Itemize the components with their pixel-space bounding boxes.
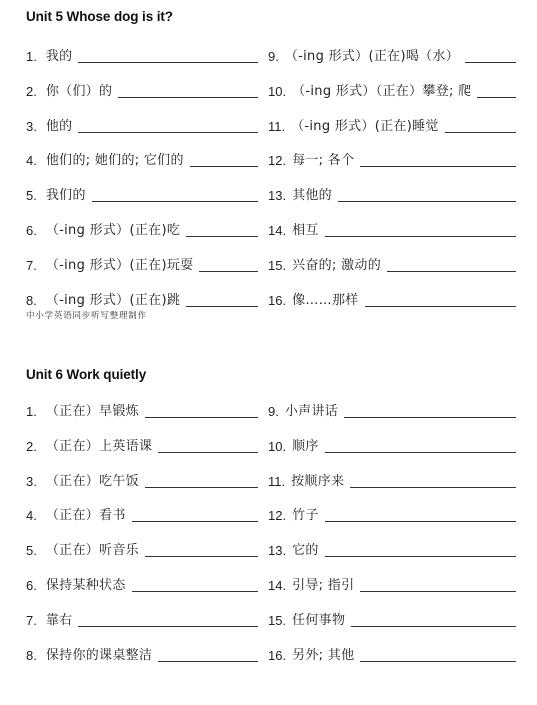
item-number: 13.	[268, 188, 287, 204]
answer-blank	[145, 555, 258, 557]
item-number: 5.	[26, 543, 37, 559]
answer-blank	[338, 200, 516, 202]
item-prompt: 另外; 其他	[292, 647, 355, 663]
item-number: 15.	[268, 257, 287, 273]
item-number: 10.	[268, 83, 287, 99]
item-prompt: （-ing 形式）(正在)玩耍	[45, 257, 194, 273]
item-number: 8.	[26, 647, 37, 663]
item-number: 3.	[26, 118, 37, 134]
answer-blank	[190, 165, 258, 167]
item-prompt: 他的	[45, 118, 73, 134]
item-prompt: （-ing 形式）(正在)跳	[45, 292, 181, 308]
unit6-item-left-5	[26, 539, 258, 559]
item-prompt: 相互	[292, 223, 319, 238]
answer-blank	[325, 555, 516, 557]
answer-blank	[145, 486, 258, 488]
unit5-item-right-8	[268, 289, 516, 309]
item-prompt: 任何事物	[292, 612, 346, 628]
answer-blank	[118, 96, 258, 98]
item-number: 7.	[26, 612, 37, 628]
unit6-item-right-7	[268, 609, 516, 629]
answer-blank	[387, 270, 516, 272]
unit5-item-right-1	[268, 45, 516, 65]
item-number: 4.	[26, 153, 37, 169]
item-prompt: 引导; 指引	[292, 578, 355, 593]
unit5-item-right-3	[268, 115, 516, 135]
item-number: 14.	[268, 223, 287, 238]
item-prompt: （正在）听音乐	[45, 543, 139, 559]
answer-blank	[186, 305, 258, 307]
answer-blank	[199, 270, 258, 272]
unit5-title: Unit 5 Whose dog is it?	[26, 9, 173, 24]
item-prompt: 他们的; 她们的; 它们的	[45, 153, 184, 169]
answer-blank	[92, 200, 258, 202]
item-number: 7.	[26, 257, 37, 273]
answer-blank	[360, 165, 516, 167]
answer-blank	[365, 305, 516, 307]
item-prompt: 每一; 各个	[292, 153, 355, 169]
item-number: 11.	[268, 118, 286, 134]
item-number: 4.	[26, 508, 37, 524]
unit5-item-left-8	[26, 289, 258, 309]
item-number: 16.	[268, 647, 287, 663]
item-number: 10.	[268, 438, 287, 454]
unit5-item-left-5	[26, 184, 258, 204]
answer-blank	[465, 61, 516, 63]
item-prompt: 你（们）的	[45, 83, 113, 99]
unit5-item-left-4	[26, 149, 258, 169]
item-number: 1.	[26, 404, 37, 419]
item-prompt: 像……那样	[292, 292, 359, 308]
answer-blank	[78, 625, 258, 627]
item-prompt: 按顺序来	[291, 473, 345, 489]
item-number: 6.	[26, 578, 37, 593]
answer-blank	[78, 131, 258, 133]
item-number: 5.	[26, 188, 37, 204]
unit5-item-right-5	[268, 184, 516, 204]
unit6-item-right-5	[268, 539, 516, 559]
answer-blank	[132, 590, 258, 592]
unit6-item-left-7	[26, 609, 258, 629]
unit6-title: Unit 6 Work quietly	[26, 367, 147, 382]
answer-blank	[360, 590, 516, 592]
item-prompt: （正在）上英语课	[45, 438, 153, 454]
watermark-text: 中小学英语同步听写整理制作	[26, 311, 147, 321]
answer-blank	[445, 131, 516, 133]
item-prompt: （-ing 形式）(正在)睡觉	[291, 118, 439, 134]
answer-blank	[477, 96, 516, 98]
answer-blank	[344, 416, 516, 418]
unit5-item-left-6	[26, 219, 258, 239]
item-number: 1.	[26, 49, 37, 64]
answer-blank	[350, 486, 516, 488]
item-prompt: 我的	[45, 49, 73, 64]
item-number: 11.	[268, 473, 286, 489]
item-number: 12.	[268, 153, 287, 169]
unit6-item-right-6	[268, 574, 516, 594]
item-number: 13.	[268, 543, 287, 559]
unit6-item-right-2	[268, 435, 516, 455]
unit5-item-left-7	[26, 254, 258, 274]
item-prompt: （正在）吃午饭	[45, 473, 139, 489]
answer-blank	[351, 625, 516, 627]
answer-blank	[158, 660, 258, 662]
item-number: 2.	[26, 83, 37, 99]
unit6-item-right-3	[268, 470, 516, 490]
unit6-item-left-6	[26, 574, 258, 594]
item-prompt: 保持你的课桌整洁	[45, 647, 153, 663]
item-prompt: 它的	[292, 543, 319, 559]
answer-blank	[186, 235, 258, 237]
unit5-item-left-1	[26, 45, 258, 65]
answer-blank	[325, 235, 516, 237]
unit5-item-right-7	[268, 254, 516, 274]
unit5-item-left-2	[26, 80, 258, 100]
answer-blank	[325, 520, 516, 522]
unit6-item-right-1	[268, 400, 516, 420]
item-number: 14.	[268, 578, 287, 593]
answer-blank	[132, 520, 258, 522]
item-prompt: 其他的	[292, 188, 332, 204]
item-number: 15.	[268, 612, 287, 628]
item-prompt: （-ing 形式）(正在)吃	[45, 223, 181, 238]
unit6-item-left-1	[26, 400, 258, 420]
item-number: 2.	[26, 438, 37, 454]
item-number: 8.	[26, 292, 37, 308]
item-prompt: 我们的	[45, 188, 86, 204]
unit6-item-right-4	[268, 504, 516, 524]
unit5-item-right-4	[268, 149, 516, 169]
item-number: 16.	[268, 292, 287, 308]
item-number: 6.	[26, 223, 37, 238]
unit6-item-left-4	[26, 504, 258, 524]
item-number: 9.	[268, 49, 279, 64]
unit5-item-left-3	[26, 115, 258, 135]
unit5-item-right-6	[268, 219, 516, 239]
unit6-item-left-8	[26, 644, 258, 664]
answer-blank	[78, 61, 258, 63]
unit6-item-left-3	[26, 470, 258, 490]
answer-blank	[360, 660, 516, 662]
unit6-item-left-2	[26, 435, 258, 455]
item-prompt: （-ing 形式）(正在)喝（水）	[284, 49, 460, 64]
item-prompt: 顺序	[292, 438, 319, 454]
item-number: 3.	[26, 473, 37, 489]
item-prompt: （正在）看书	[45, 508, 126, 524]
item-number: 9.	[268, 404, 279, 419]
item-prompt: （正在）早锻炼	[45, 404, 139, 419]
item-prompt: 小声讲话	[284, 404, 339, 419]
item-prompt: 靠右	[45, 612, 73, 628]
item-prompt: 兴奋的; 激动的	[292, 257, 381, 273]
unit5-item-right-2	[268, 80, 516, 100]
answer-blank	[325, 451, 516, 453]
item-number: 12.	[268, 508, 287, 524]
item-prompt: （-ing 形式）（正在）攀登; 爬	[292, 83, 472, 99]
item-prompt: 保持某种状态	[45, 578, 126, 593]
answer-blank	[158, 451, 258, 453]
item-prompt: 竹子	[292, 508, 319, 524]
answer-blank	[145, 416, 258, 418]
unit6-item-right-8	[268, 644, 516, 664]
